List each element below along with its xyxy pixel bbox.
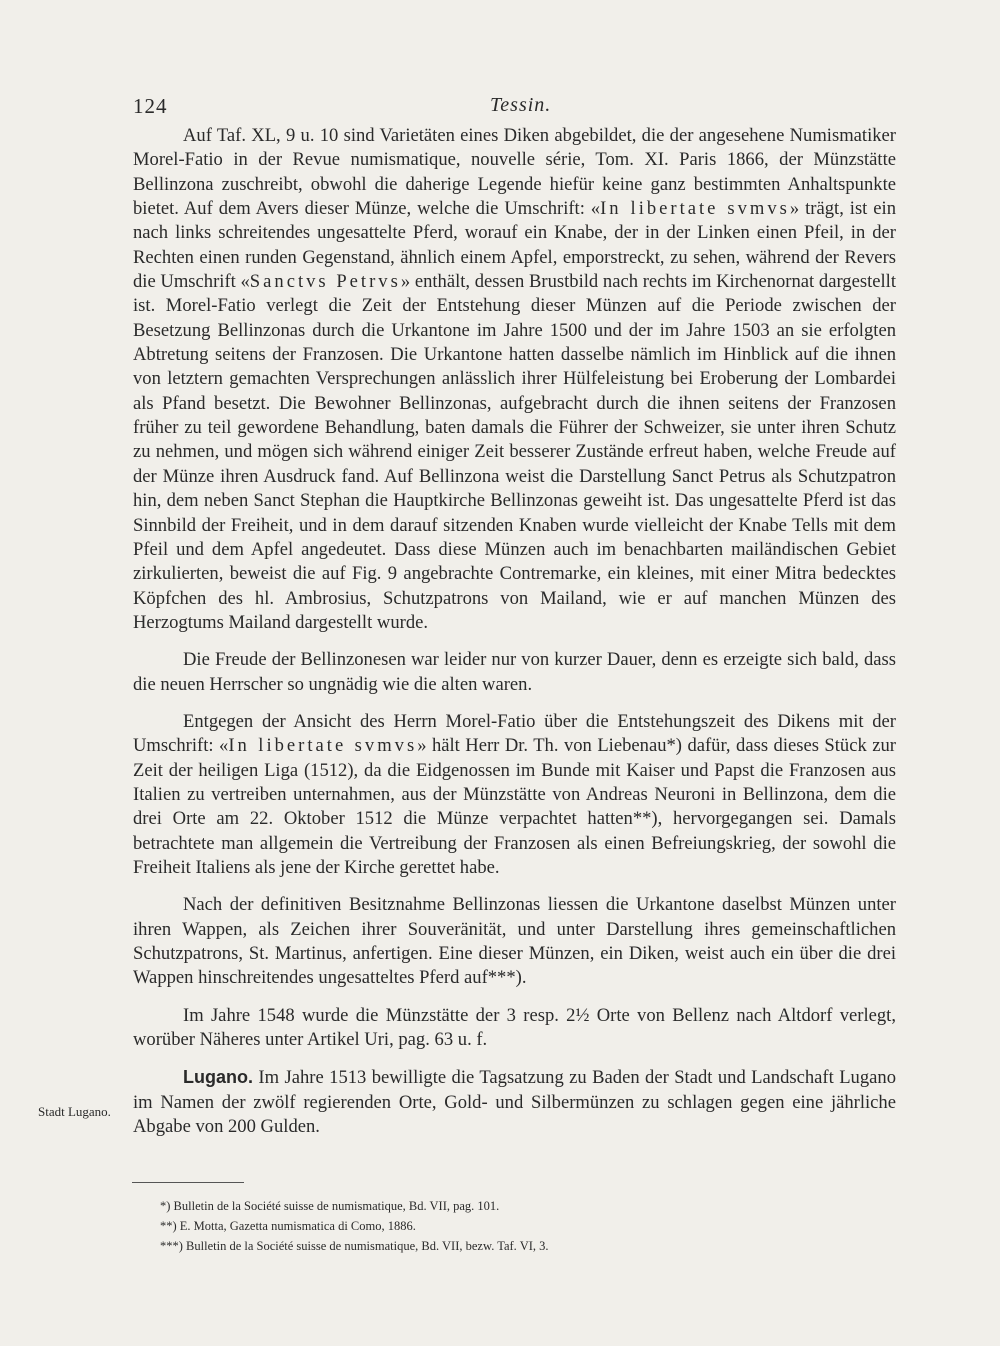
paragraph-4: Nach der definitiven Besitznahme Bellinzonas liessen die Urkantone daselbst Münzen unter ihren Wappen, als Zeichen ihrer Souveränität, und unter Darstellung ihres gemeinschaftlichen Schutzpatrons, St. Martinus, anfertigen. Eine dieser Münzen, ein Diken, weist auch ein über die drei Wappen hinschreitendes ungesatteltes Pferd auf***). (133, 894, 896, 989)
legend-text: Sanctvs Petrvs (249, 271, 401, 293)
footnote-rule (132, 1182, 244, 1183)
page-number: 124 (133, 94, 168, 118)
paragraph-5: Im Jahre 1548 wurde die Münzstätte der 3 resp. 2½ Orte von Bellenz nach Altdorf verlegt, worüber Näheres unter Artikel Uri, pag. 63 u. f. (133, 1004, 896, 1051)
footnote: ***) Bulletin de la Société suisse de numismatique, Bd. VII, bezw. Taf. VI, 3. (160, 1239, 549, 1253)
paragraph-3: Entgegen der Ansicht des Herrn Morel-Fatio über die Entstehungszeit des Dikens mit der Umschrift: «In libertate svmvs» hält Herr Dr. Th. von Liebenau*) dafür, dass dieses Stück zur Zeit der heiligen Liga (1512), da die Eidgenossen im Bunde mit Kaiser und Papst die Franzosen aus Italien zu vertreiben unternahmen, aus der Münzstätte von Andreas Neuroni in Bellinzona, dem die drei Orte am 22. Oktober 1512 die Münze verpachtet hatten**), hervorgegangen sei. Damals betrachtete man allgemein die Vertreibung der Franzosen als einen Befreiungskrieg, der sowohl die Freiheit Italiens als jene der Kirche gerettet habe. (133, 710, 896, 878)
paragraph-1: Auf Taf. XL, 9 u. 10 sind Varietäten eines Diken abgebildet, die der angesehene Numismatiker Morel-Fatio in der Revue numismatique, nouvelle série, Tom. XI. Paris 1866, der Münzstätte Bellinzona zuschreibt, obwohl die daherige Legende hiefür keine ganz bestimmten Anhaltspunkte bietet. Auf dem Avers dieser Münze, welche die Umschrift: «In libertate svmvs» trägt, ist ein nach links schreitendes ungesattelte Pferd, worauf ein Knabe, der in der Linken einen Pfeil, in der Rechten einen runden Gegenstand, ähnlich einem Apfel, emporstreckt, zu sehen, während der Revers die Umschrift «Sanctvs Petrvs» enthält, dessen Brustbild nach rechts im Kirchenornat dargestellt ist. Morel-Fatio verlegt die Zeit der Entstehung dieser Münzen auf die Periode zwischen der Besetzung Bellinzonas durch die Urkantone im Jahre 1500 und der im Jahre 1503 an sie erfolgten Abtretung seitens der Franzosen. Die Urkantone hatten dasselbe nämlich im Hinblick auf die ihnen von letztern gemachten Versprechungen anlässlich ihrer Hülfeleistung bei Eroberung der Lombardei als Pfand besetzt. Die Bewohner Bellinzonas, aufgebracht durch die ihnen seitens der Franzosen früher zu teil gewordene Behandlung, baten damals die Führer der Schweizer, sie unter ihren Schutz zu nehmen, und mögen sich während einiger Zeit besserer Zustände erfreut haben, welche Freude auf der Münze ihren Ausdruck fand. Auf Bellinzona weist die Darstellung Sanct Petrus als Schutzpatron hin, dem neben Sanct Stephan die Hauptkirche Bellinzonas geweiht ist. Das ungesattelte Pferd ist das Sinnbild der Freiheit, und in dem darauf sitzenden Knaben wurde vielleicht der Knabe Tells mit dem Pfeil und dem Apfel angedeutet. Dass diese Münzen auch im benachbarten mailändischen Gebiet zirkulierten, beweist die auf Fig. 9 angebrachte Contremarke, ein kleines, mit einer Mitra bedecktes Köpfchen des hl. Ambrosius, Schutzpatrons von Mailand, wie er auf manchen Münzen des Herzogtums Mailand dargestellt wurde. (133, 125, 897, 633)
main-text (133, 124, 896, 1139)
footnotes (160, 1196, 549, 1256)
margin-note: Stadt Lugano. (38, 1104, 111, 1119)
paragraph-2: Die Freude der Bellinzonesen war leider nur von kurzer Dauer, denn es erzeigte sich bald, dass die neuen Herrscher so ungnädig wie die alten waren. (133, 649, 896, 695)
footnote: **) E. Motta, Gazetta numismatica di Como, 1886. (160, 1219, 416, 1233)
paragraph-6: Lugano. Im Jahre 1513 bewilligte die Tagsatzung zu Baden der Stadt und Landschaft Lugano im Namen der zwölf regierenden Orte, Gold- und Silbermünzen zu schlagen gegen eine jährliche Abgabe von 200 Gulden. (133, 1067, 896, 1138)
legend-text: In libertate svmvs (600, 198, 790, 220)
footnote: *) Bulletin de la Société suisse de numismatique, Bd. VII, pag. 101. (160, 1199, 500, 1213)
legend-text: In libertate svmvs (228, 735, 418, 757)
running-title: Tessin. (490, 94, 552, 116)
section-heading: Lugano. (183, 1067, 253, 1088)
